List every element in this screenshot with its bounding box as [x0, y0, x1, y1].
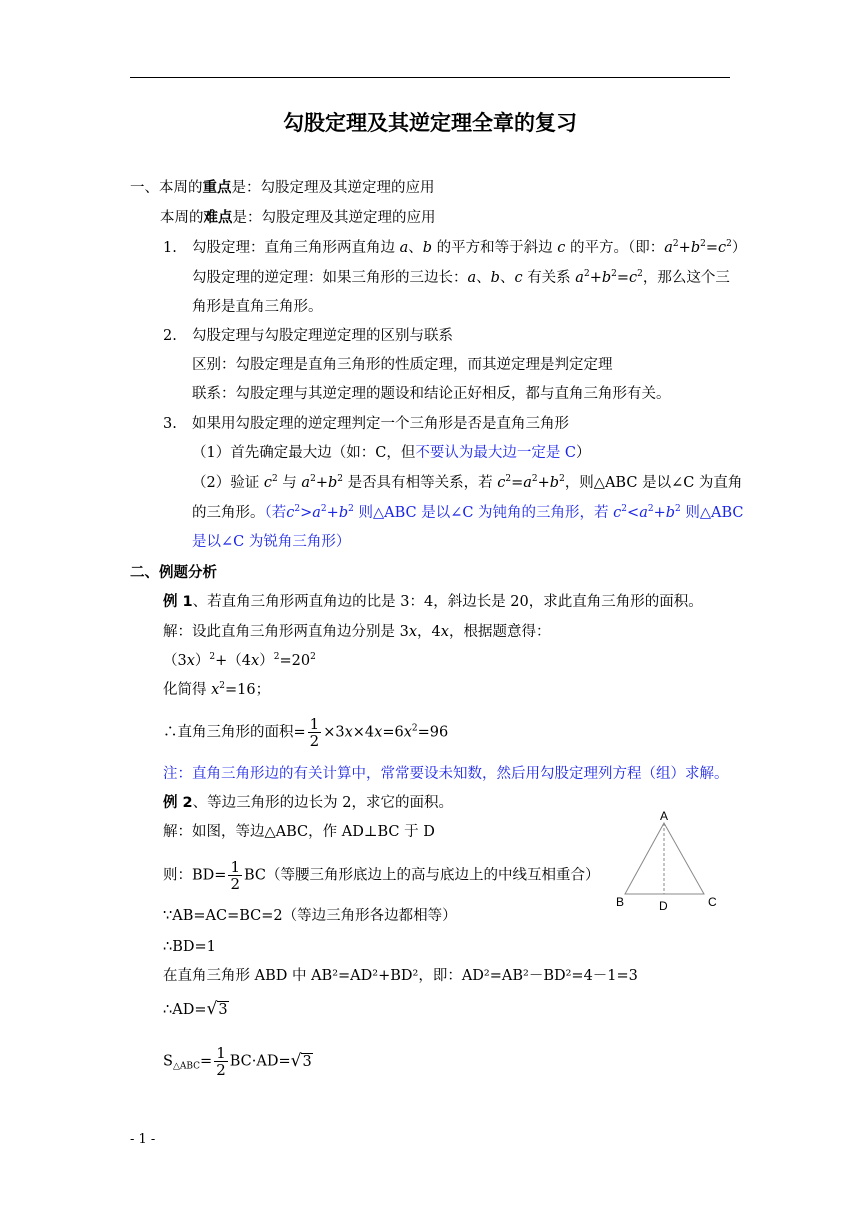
item1-text: 勾股定理：直角三角形两直角边 a、b 的平方和等于斜边 c 的平方。（即：$a^2+b^2=c^2$） [192, 239, 747, 256]
example2-equal-sides: ∵AB=AC=BC=2（等边三角形各边都相等） [163, 908, 457, 924]
example2-bd-value: ∴BD=1 [163, 939, 216, 955]
example2-ad: ∴AD=√3 [163, 999, 228, 1019]
triangle-figure [612, 805, 722, 915]
item3-step1: （1）首先确定最大边（如：C，但不要认为最大边一定是 C） [192, 445, 591, 461]
section2-heading: 二、例题分析 [130, 565, 217, 581]
fraction-one-half: $\frac{1}{2}$ [230, 858, 240, 893]
example1-note: 注：直角三角形边的有关计算中，常常要设未知数，然后用勾股定理列方程（组）求解。 [163, 766, 729, 782]
example2-solution: 解：如图，等边△ABC，作 AD⊥BC 于 D [163, 824, 435, 840]
item3-text: 如果用勾股定理的逆定理判定一个三角形是否是直角三角形 [192, 416, 569, 432]
fraction-one-half: $\frac{1}{2}$ [216, 1044, 226, 1079]
example1-equation: $(3x)^2+(4x)^2=20^2$ [163, 652, 316, 669]
example2-question: 例 2、等边三角形的边长为 2，求它的面积。 [163, 795, 453, 811]
item2-difference: 区别：勾股定理是直角三角形的性质定理，而其逆定理是判定定理 [192, 357, 613, 373]
item2-number: 2. [163, 328, 177, 344]
example1-question: 例 1、若直角三角形两直角边的比是 3：4，斜边长是 20，求此直角三角形的面积。 [163, 594, 703, 610]
point-label-d: D [659, 899, 668, 913]
item3-step2: （2）验证 $c^2$ 与 $a^2+b^2$ 是否具有相等关系，若 $c^2=a^2+b^2$，则△ABC 是以∠C 为直角 [192, 474, 743, 491]
item3-step2-note: 的三角形。（若$c^2>a^2+b^2$ 则△ABC 是以∠C 为钝角的三角形，若 $c^2<a^2+b^2$ 则△ABC [192, 504, 744, 521]
vertex-label-a: A [660, 809, 669, 823]
item2-text: 勾股定理与勾股定理逆定理的区别与联系 [192, 328, 453, 344]
example1-area: ∴直角三角形的面积= $\frac{1}{2}$ $\times 3x\times 4x=6x^2=96$ [163, 715, 449, 750]
page-title: 勾股定理及其逆定理全章的复习 [283, 111, 577, 135]
item1-converse-end: 角形是直角三角形。 [192, 299, 323, 315]
vertex-label-c: C [708, 895, 717, 909]
example2-area: $S_{\triangle ABC}=$ $\frac{1}{2}$ BC·AD=√3 [163, 1044, 312, 1079]
item3-step2-note-end: 是以∠C 为锐角三角形） [192, 534, 351, 550]
example1-simplify: 化简得 $x^2=16$； [163, 681, 271, 698]
vertex-label-b: B [616, 895, 625, 909]
example2-bd: 则：BD= $\frac{1}{2}$ BC（等腰三角形底边上的高与底边上的中线互相重合） [163, 858, 600, 893]
item1-converse: 勾股定理的逆定理：如果三角形的三边长：a、b、c 有关系 $a^2+b^2=c^2$，那么这个三 [192, 269, 730, 286]
example2-pythagoras: 在直角三角形 ABD 中 AB²=AD²+BD²，即：AD²=AB²－BD²=4－1=3 [163, 968, 638, 984]
section1-heading: 一、本周的重点是：勾股定理及其逆定理的应用 [130, 180, 435, 196]
sqrt-three: √3 [206, 999, 228, 1019]
fraction-one-half: $\frac{1}{2}$ [309, 715, 320, 750]
item2-connection: 联系：勾股定理与其逆定理的题设和结论正好相反，都与直角三角形有关。 [192, 386, 671, 402]
sqrt-three: √3 [290, 1050, 312, 1071]
header-rule [130, 77, 730, 78]
page-number: - 1 - [130, 1132, 156, 1147]
item1-number: 1. [163, 240, 177, 256]
item3-number: 3. [163, 416, 177, 432]
section1-line2: 本周的难点是：勾股定理及其逆定理的应用 [160, 210, 436, 226]
example1-solution: 解：设此直角三角形两直角边分别是 3x，4x，根据题意得： [163, 624, 551, 640]
